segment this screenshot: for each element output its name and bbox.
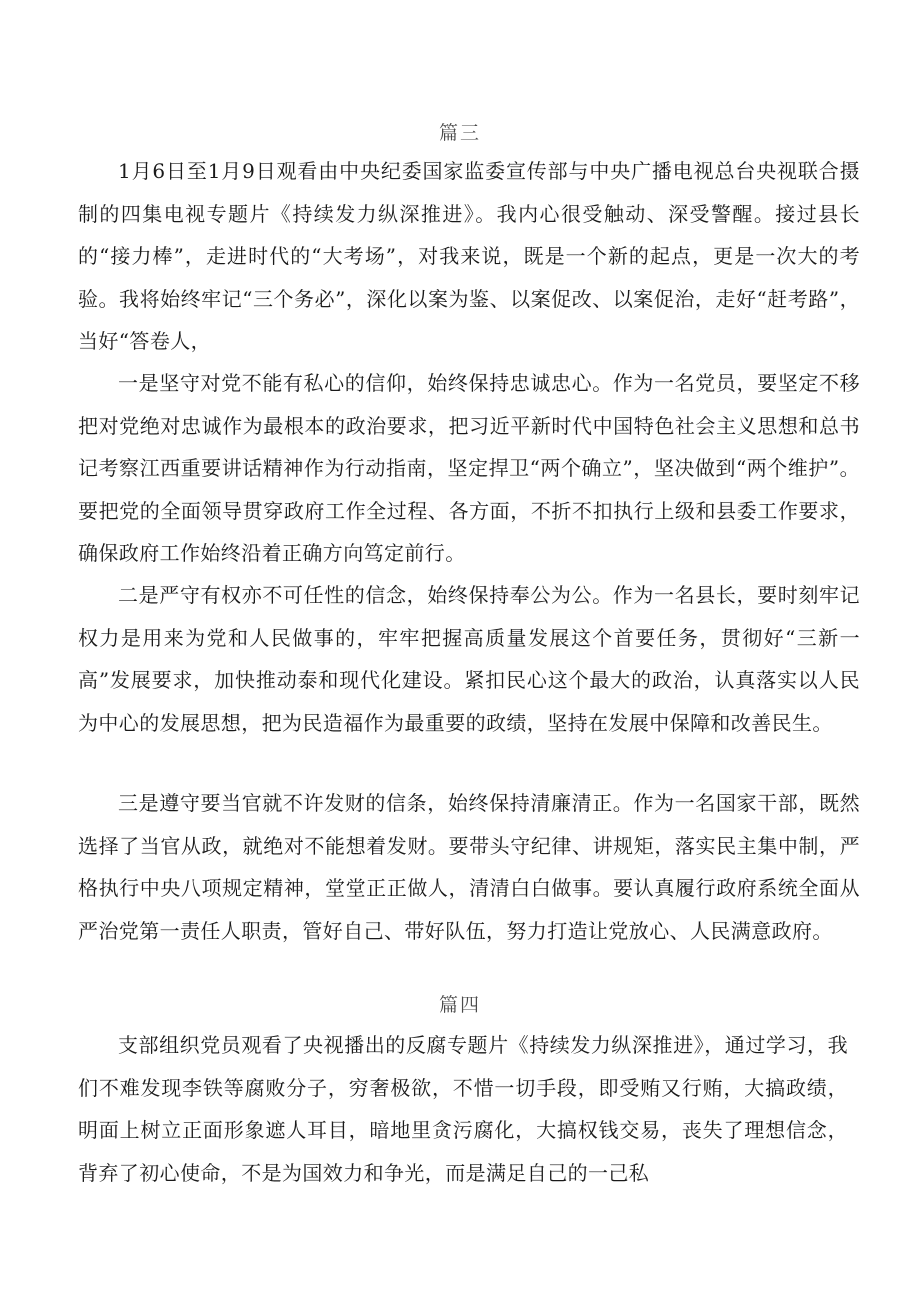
paragraph-intro: 1月6日至1月9日观看由中央纪委国家监委宣传部与中央广播电视总台央视联合摄制的四集电视专题片《持续发力纵深推进》。我内心很受触动、深受警醒。接过县长的“接力棒”，走进时代的“大考场”，对我来说，既是一个新的起点，更是一次大的考验。我将始终牢记“三个务必”，深化以案为鉴、以案促改、以案促治，走好“赶考路”，当好“答卷人， — [78, 159, 860, 353]
paragraph-point-2: 二是严守有权亦不可任性的信念，始终保持奉公为公。作为一名县长，要时刻牢记权力是用来为党和人民做事的，牢牢把握高质量发展这个首要任务，贯彻好“三新一高”发展要求，加快推动泰和现代化建设。紧扣民心这个最大的政治，认真落实以人民为中心的发展思想，把为民造福作为最重要的政绩，坚持在发展中保障和改善民生。 — [78, 583, 860, 735]
paragraph-point-3: 三是遵守要当官就不许发财的信条，始终保持清廉清正。作为一名国家干部，既然选择了当官从政，就绝对不能想着发财。要带头守纪律、讲规矩，落实民主集中制，严格执行中央八项规定精神，堂堂正正做人，清清白白做事。要认真履行政府系统全面从严治党第一责任人职责，管好自己、带好队伍，努力打造让党放心、人民满意政府。 — [78, 791, 860, 943]
paragraph-point-1: 一是坚守对党不能有私心的信仰，始终保持忠诚忠心。作为一名党员，要坚定不移把对党绝对忠诚作为最根本的政治要求，把习近平新时代中国特色社会主义思想和总书记考察江西重要讲话精神作为行动指南，坚定捍卫“两个确立”，坚决做到“两个维护”。要把党的全面领导贯穿政府工作全过程、各方面，不折不扣执行上级和县委工作要求，确保政府工作始终沿着正确方向笃定前行。 — [78, 371, 860, 565]
paragraph-section4-intro: 支部组织党员观看了央视播出的反腐专题片《持续发力纵深推进》，通过学习，我们不难发现李铁等腐败分子，穷奢极欲，不惜一切手段，即受贿又行贿，大搞政绩，明面上树立正面形象遮人耳目，暗地里贪污腐化，大搞权钱交易，丧失了理想信念，背弃了初心使命，不是为国效力和争光，而是满足自己的一己私 — [78, 1033, 848, 1185]
section-heading-4: 篇四 — [438, 994, 481, 1016]
section-heading-3: 篇三 — [438, 122, 481, 144]
